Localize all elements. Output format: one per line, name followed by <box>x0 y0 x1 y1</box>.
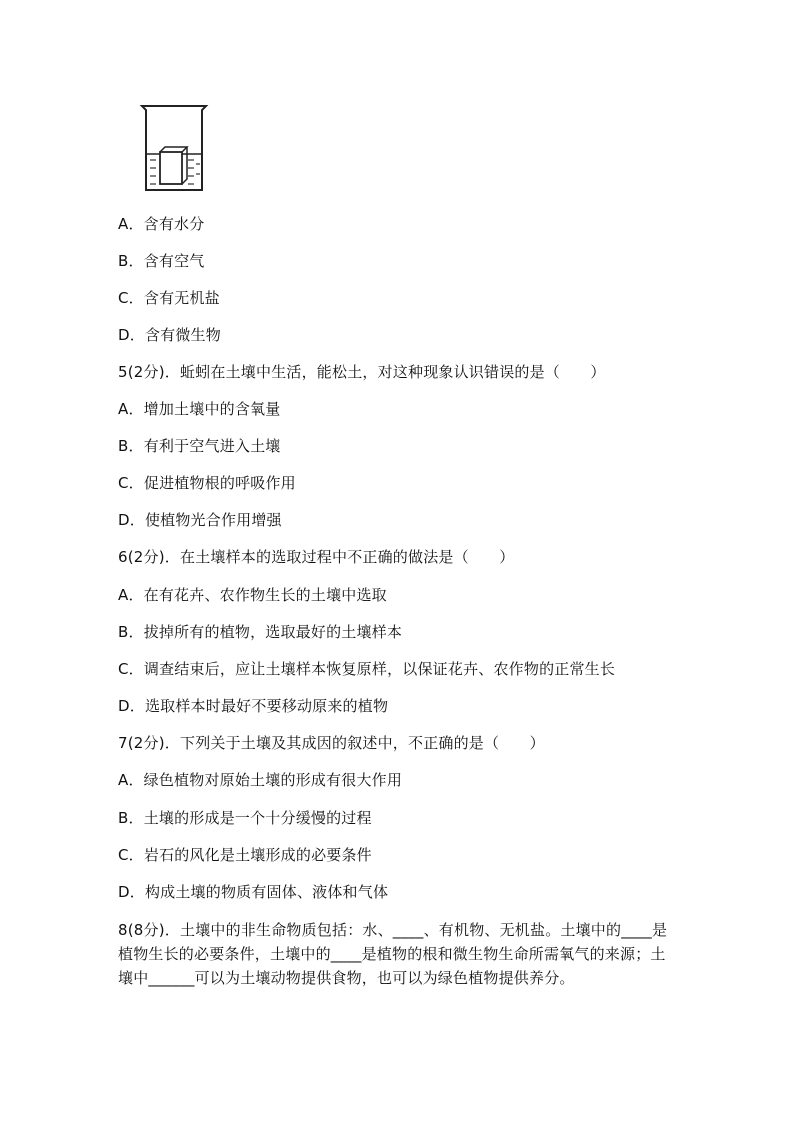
option-c: C．促进植物根的呼吸作用 <box>118 474 296 492</box>
question-stem: 7(2分)．下列关于土壤及其成因的叙述中，不正确的是（ ） <box>118 734 545 752</box>
option-c: C．岩石的风化是土壤形成的必要条件 <box>118 846 372 864</box>
option-d: D．选取样本时最好不要移动原来的植物 <box>118 697 389 715</box>
option-a: A．在有花卉、农作物生长的土壤中选取 <box>118 586 387 604</box>
option-b: B．有利于空气进入土壤 <box>118 437 281 455</box>
option-b: B．土壤的形成是一个十分缓慢的过程 <box>118 809 372 827</box>
option-d: D．含有微生物 <box>118 326 221 344</box>
option-a: A．绿色植物对原始土壤的形成有很大作用 <box>118 771 403 789</box>
beaker-with-cube-figure <box>138 104 210 194</box>
option-c: C．含有无机盐 <box>118 289 220 307</box>
option-d: D．构成土壤的物质有固体、液体和气体 <box>118 883 389 901</box>
option-a: A．含有水分 <box>118 215 205 233</box>
option-b: B．含有空气 <box>118 252 205 270</box>
question-stem: 5(2分)．蚯蚓在土壤中生活，能松土，对这种现象认识错误的是（ ） <box>118 363 606 381</box>
option-c: C．调查结束后，应让土壤样本恢复原样，以保证花卉、农作物的正常生长 <box>118 660 616 678</box>
fill-in-question: 8(8分)．土壤中的非生命物质包括：水、____、有机物、无机盐。土壤中的____是植物生长的必要条件，土壤中的____是植物的根和微生物生命所需氧气的来源；土壤中______可以为土壤动物提供食物，也可以为绿色植物提供养分。 <box>118 921 668 987</box>
question-stem: 6(2分)．在土壤样本的选取过程中不正确的做法是（ ） <box>118 548 515 566</box>
option-a: A．增加土壤中的含氧量 <box>118 400 281 418</box>
option-d: D．使植物光合作用增强 <box>118 511 282 529</box>
option-b: B．拔掉所有的植物，选取最好的土壤样本 <box>118 623 403 641</box>
